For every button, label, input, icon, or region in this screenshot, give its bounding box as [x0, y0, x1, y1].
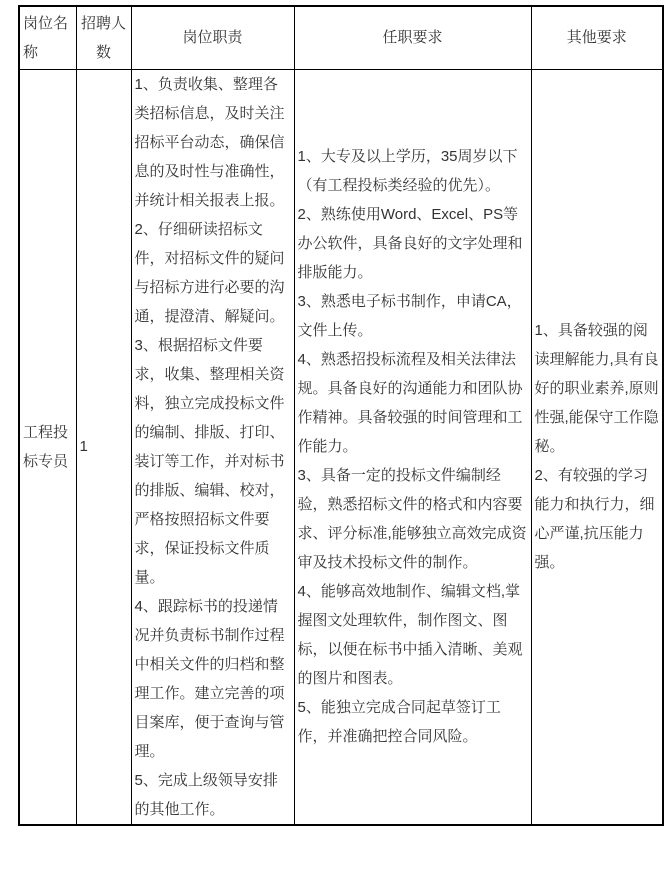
header-other-requirements: 其他要求	[531, 6, 663, 69]
responsibility-item: 2、仔细研读招标文件，对招标文件的疑问与招标方进行必要的沟通，提澄清、解疑问。	[134, 220, 285, 325]
cell-other-requirements	[531, 69, 663, 825]
job-posting-table	[18, 5, 664, 826]
requirement-item: 3、具备一定的投标文件编制经验，熟悉招标文件的格式和内容要求、评分标准,能够独立高效完成资审及技术投标文件的制作。	[297, 467, 527, 571]
header-row	[19, 6, 663, 69]
cell-responsibilities	[131, 69, 294, 825]
header-responsibilities: 岗位职责	[131, 6, 294, 69]
requirement-item: 1、大专及以上学历，35周岁以下（有工程投标类经验的优先）。	[297, 148, 518, 194]
header-headcount: 招聘人数	[76, 6, 131, 69]
requirement-item: 2、熟练使用Word、Excel、PS等办公软件，具备良好的文字处理和排版能力。	[297, 206, 523, 281]
requirement-item: 3、熟悉电子标书制作，申请CA，文件上传。	[297, 293, 522, 339]
other-requirement-item: 2、有较强的学习能力和执行力，细心严谨,抗压能力强。	[534, 467, 655, 571]
responsibility-item: 3、根据招标文件要求，收集、整理相关资料，独立完成投标文件的编制、排版、打印、装订等工作，并对标书的排版、编辑、校对，严格按照招标文件要求，保证投标文件质量。	[134, 336, 285, 586]
other-requirement-item: 1、具备较强的阅读理解能力,具有良好的职业素养,原则性强,能保守工作隐秘。	[534, 322, 659, 455]
responsibility-item: 1、负责收集、整理各类招标信息，及时关注招标平台动态，确保信息的及时性与准确性，并统计相关报表上报。	[134, 75, 285, 209]
cell-requirements	[294, 69, 531, 825]
header-position-name: 岗位名称	[19, 6, 76, 69]
responsibility-item: 5、完成上级领导安排的其他工作。	[134, 771, 278, 818]
cell-headcount: 1	[76, 69, 131, 825]
requirement-item: 5、能独立完成合同起草签订工作，并准确把控合同风险。	[297, 699, 501, 745]
responsibility-item: 4、跟踪标书的投递情况并负责标书制作过程中相关文件的归档和整理工作。建立完善的项目案库，便于查询与管理。	[134, 597, 285, 760]
cell-position-name: 工程投标专员	[19, 69, 76, 825]
requirement-item: 4、能够高效地制作、编辑文档,掌握图文处理软件，制作图文、图标，以便在标书中插入清晰、美观的图片和图表。	[297, 583, 523, 687]
requirement-item: 4、熟悉招投标流程及相关法律法规。具备良好的沟通能力和团队协作精神。具备较强的时间管理和工作能力。	[297, 351, 523, 455]
header-requirements: 任职要求	[294, 6, 531, 69]
table-row	[19, 69, 663, 825]
